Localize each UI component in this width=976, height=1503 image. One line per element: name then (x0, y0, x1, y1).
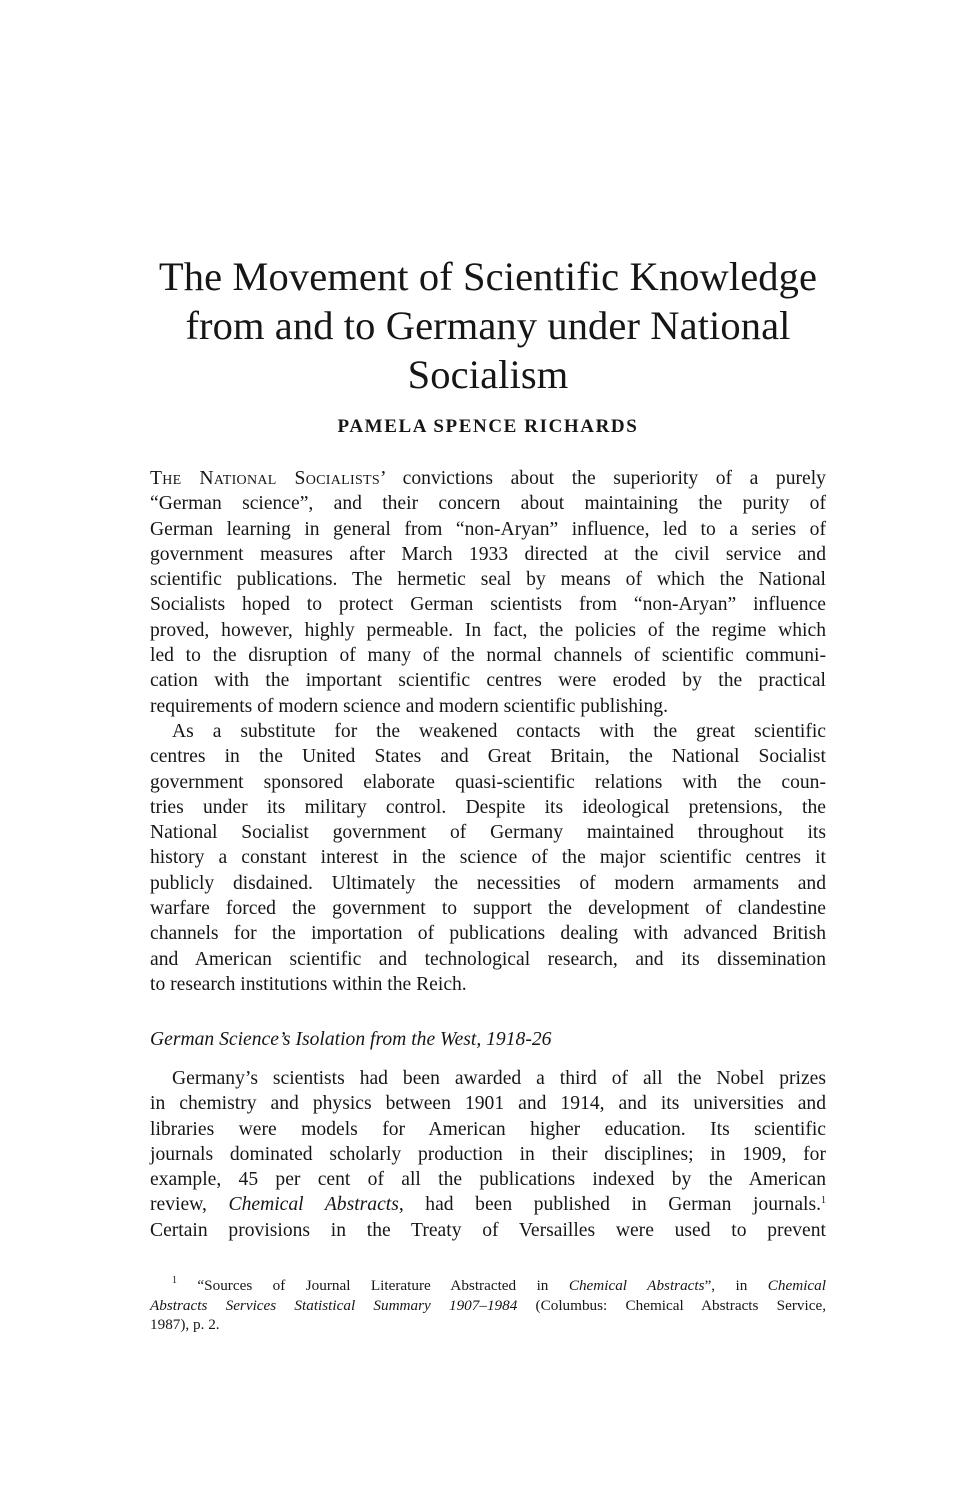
footnote-italic: Chemical Abstracts (568, 1277, 705, 1294)
paragraph-line: As a substitute for the weakened contacts with the great scientific (172, 721, 826, 742)
small-caps-lead: The National Socialists (150, 468, 380, 489)
journal-title-italic: Chemical Abstracts (228, 1194, 399, 1216)
paragraph-line: publicly disdained. Ultimately the necessities of modern armaments and (150, 872, 826, 894)
line-text: ’ convictions about the superiority of a purely (379, 468, 826, 489)
paragraph-line: tries under its military control. Despite its ideological pretensions, the (150, 796, 826, 818)
paragraph-line: and American scientific and technological research, and its dissemination (150, 948, 826, 970)
paragraph-nobel (150, 1066, 826, 1243)
line-text: , had been published in German journals. (398, 1194, 821, 1216)
paragraph-line: Germany’s scientists had been awarded a third of all the Nobel prizes (172, 1068, 826, 1089)
paragraph-line (150, 466, 826, 491)
paragraph-line: cation with the important scientific centres were eroded by the practical (150, 670, 826, 692)
footnote-mark: 1 (172, 1275, 177, 1286)
section-heading: German Science’s Isolation from the West, 1918-26 (150, 1029, 552, 1050)
footnote-text: “Sources of Journal Literature Abstracted in (177, 1277, 569, 1294)
footnote-italic: Chemical (767, 1277, 826, 1294)
footnote-line (150, 1296, 826, 1316)
footnote-italic: Abstracts Services Statistical Summary 1907–1984 (150, 1296, 518, 1314)
paragraph-line: journals dominated scholarly production in their disciplines; in 1909, for (150, 1143, 826, 1165)
footnote-text: ”, in (704, 1277, 768, 1294)
paragraph-line: channels for the importation of publications dealing with advanced British (150, 923, 826, 945)
line-text: review, (150, 1194, 229, 1216)
paragraph-line: history a constant interest in the science of the major scientific centres it (150, 847, 826, 869)
paragraph-line: requirements of modern science and modern scientific publishing. (150, 695, 668, 717)
footnote-line: 1987), p. 2. (150, 1316, 220, 1333)
paragraph-line: government sponsored elaborate quasi-scientific relations with the coun- (150, 771, 826, 793)
paragraph-line: government measures after March 1933 directed at the civil service and (150, 543, 826, 565)
title-line-2: from and to Germany under National (185, 303, 791, 348)
footnote-text: (Columbus: Chemical Abstracts Service, (517, 1296, 826, 1314)
paragraph-substitute (150, 719, 826, 997)
paragraph-line: Certain provisions in the Treaty of Versailles were used to prevent (150, 1219, 826, 1241)
paragraph-line: warfare forced the government to support the development of clandestine (150, 898, 826, 920)
title-line-3: Socialism (407, 352, 569, 397)
footnote (150, 1276, 826, 1335)
paragraph-intro (150, 466, 826, 719)
paragraph-line: to research institutions within the Reich. (150, 973, 467, 995)
paragraph-line: example, 45 per cent of all the publications indexed by the American (150, 1169, 826, 1191)
footnote-reference[interactable]: 1 (820, 1195, 826, 1207)
paragraph-line: in chemistry and physics between 1901 and 1914, and its universities and (150, 1093, 826, 1115)
paragraph-line: Socialists hoped to protect German scientists from “non-Aryan” influence (150, 594, 826, 616)
author-name: PAMELA SPENCE RICHARDS (337, 416, 639, 437)
title-line-1: The Movement of Scientific Knowledge (158, 254, 818, 299)
paragraph-line: libraries were models for American higher education. Its scientific (150, 1118, 826, 1140)
paragraph-line: proved, however, highly permeable. In fact, the policies of the regime which (150, 619, 826, 641)
paragraph-line: “German science”, and their concern about maintaining the purity of (150, 493, 826, 515)
paragraph-line: scientific publications. The hermetic seal by means of which the National (150, 569, 826, 591)
footnote-line (150, 1276, 826, 1296)
paragraph-line: German learning in general from “non-Aryan” influence, led to a series of (150, 518, 826, 540)
paragraph-line: National Socialist government of Germany maintained throughout its (150, 822, 826, 844)
paragraph-line (150, 1192, 826, 1217)
paragraph-line: centres in the United States and Great Britain, the National Socialist (150, 746, 826, 768)
paragraph-line: led to the disruption of many of the normal channels of scientific communi- (150, 645, 826, 667)
article-title (140, 252, 836, 399)
